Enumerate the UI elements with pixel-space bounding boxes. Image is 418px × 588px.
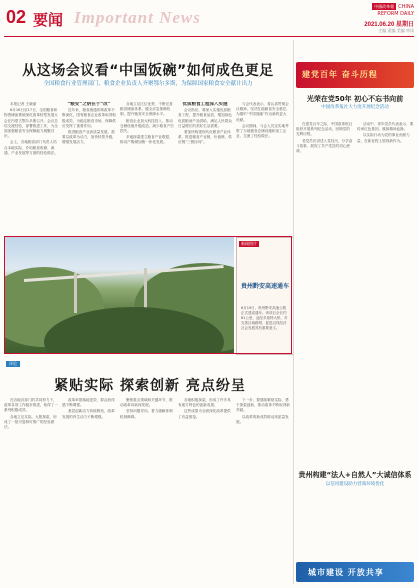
right-column	[296, 40, 414, 584]
paragraph: 多地探索建立粮食产业联盟，推动产购储加销一体化发展。	[120, 135, 173, 145]
section-name: 要闻	[33, 11, 64, 29]
paragraph: 改革举措落地见效，群众获得感不断增强。	[62, 398, 115, 408]
paragraph: 以实际行动为党的事业贡献力量，在新征程上展现新作为。	[357, 133, 410, 143]
banner-text: 建党百年 奋斗历程	[302, 70, 378, 79]
second-article-label: 评论	[6, 361, 20, 367]
column-divider	[293, 40, 294, 584]
paragraph: 与会代表表示，将认真贯彻会议精神，坚决扛稳粮食安全重任，为端牢“中国饭碗”作出新的更大贡献。	[236, 102, 290, 122]
masthead	[356, 3, 414, 18]
paragraph: 下一步，要继续紧贴实际，勇于探索创新，推动改革不断取得新突破。	[236, 398, 290, 413]
issue-date: 2021.06.20 星期日	[364, 22, 414, 28]
paragraph: 各地立足实际，大胆探索，形成了一批可复制可推广的经验做法。	[4, 414, 57, 430]
photo-tag: 新闻图片	[241, 241, 257, 246]
paragraph: 6月16日至17日，全国粮食和物资储备系统深化改革转型发展大会在内蒙古鄂尔多斯召开。会议总结交流经验，部署推进工作，为全面加强粮食安全保障能力凝聚共识。	[4, 108, 58, 139]
paragraph: 在各地各部门的共同努力下，改革各项工作稳步推进，取得了一系列积极成效。	[4, 398, 58, 413]
right-subhead: 中国改革报社大力度开展纪念活动	[321, 105, 389, 110]
paragraph: 各地积极探索，形成了许多具有地方特色的创新成果。	[178, 398, 231, 408]
paragraph: 这些成果为全面深化改革提供了有益借鉴。	[178, 409, 231, 419]
right-headline: 光荣在党50年 初心不忘书向前	[306, 95, 404, 103]
paragraph: 在建党百年之际，中国改革报社组织开展系列纪念活动，回顾党的光辉历程。	[296, 122, 353, 137]
paragraph: 会议指出，要深入实施优质粮食工程，提升粮食品质，增加绿色优质粮油产品供给，满足人民群众日益增长的美好生活需要。	[178, 108, 232, 128]
main-subhead: 全国粮食行业管理部门、粮食企业负责人齐聚鄂尔多斯，为保障国家粮食安全献计出力	[43, 81, 253, 87]
page-header	[0, 0, 418, 40]
second-headline: 紧贴实际 探索创新 亮点纷呈	[54, 378, 246, 394]
paragraph: 以改革的新成效推动高质量发展。	[236, 414, 289, 424]
paragraph: 要加快构建现代化粮食产业体系，推进粮食产业链、价值链、供应链“三链协同”。	[178, 130, 232, 145]
paragraph: 推进粮食产业高质量发展，需要以改革为动力，加快转型升级，增强发展活力。	[62, 130, 116, 145]
photo-caption-box	[236, 237, 294, 355]
header-rule	[4, 36, 414, 37]
bridge-pylon	[74, 273, 77, 313]
paragraph: 近年来，粮食流通体制改革不断深化，国有粮食企业改革取得积极成效，为稳定粮食市场、保障供应发挥了重要作用。	[62, 108, 116, 128]
section-subheading: 优质粮食工程深入实施	[182, 102, 228, 107]
section-subheading: “粮安”之钥在于“改”	[67, 102, 111, 107]
paragraph: 坚持问题导向，着力破解体制机制障碍。	[120, 409, 173, 419]
right-article-body	[296, 122, 414, 322]
right-subhead-2: 以信用建设助力营商环境优化	[325, 482, 385, 487]
anniversary-banner	[296, 62, 414, 88]
page-number: 02	[6, 7, 27, 27]
byline: 本报记者 王晓丽	[10, 102, 37, 106]
footer-banner	[296, 562, 414, 582]
footer-banner-text: 城市建设 开放共享	[308, 568, 384, 577]
masthead-english: CHINA REFORM DAILY	[377, 4, 414, 17]
article-column	[296, 122, 353, 322]
main-headline: 从这场会议看“中国饭碗”如何成色更足	[22, 63, 274, 79]
article-column	[178, 398, 233, 584]
paragraph: 会上，各地粮食部门负责人结合本地实际，介绍粮食收储、流通、产业发展等方面的经验做法。	[4, 140, 58, 155]
article-column	[120, 398, 175, 584]
masthead-badge: 中國改革報	[374, 4, 395, 9]
article-column	[357, 122, 414, 322]
article-column	[236, 398, 291, 584]
article-column	[4, 398, 59, 584]
paragraph: 活动中，青年党员代表表示，要传承红色基因，赓续精神血脉。	[357, 122, 414, 132]
photo-caption: 6月19日，贵州黔安高速公路正式建成通车。该项目全长约81公里，途经多座特大桥，对完善区域路网、促进沿线经济社会发展具有重要意义。	[241, 306, 288, 330]
editor-line: 主编 责编 美编 审读	[378, 28, 414, 33]
paragraph: 各地立足区位优势，不断完善粮食储备体系，健全应急保障机制，提升粮食安全保障水平。	[120, 102, 173, 117]
paragraph: 老党员们讲述入党经历，分享奋斗故事，展现了共产党员的初心使命。	[296, 138, 353, 154]
second-article-body	[4, 398, 292, 584]
right-headline-2: 贵州构建“法人+自然人”大诚信体系	[298, 471, 412, 479]
paragraph: 粮食企业加大科技投入，推动仓储设施升级改造，减少粮食产后损失。	[120, 118, 174, 134]
article-column	[62, 398, 117, 584]
bridge-photo	[4, 237, 234, 353]
photo-title: 贵州黔安高速通车	[241, 283, 290, 290]
section-english: Important News	[74, 8, 201, 27]
paragraph: 聚焦重点领域和关键环节，推动改革向纵深发展。	[120, 398, 173, 408]
paragraph: 会议期间，与会人员还实地考察了当地粮食仓储设施和加工企业，交流了经验做法。	[236, 123, 289, 139]
paragraph: 基层创新活力持续释放，改革发展的内生动力不断增强。	[62, 409, 115, 419]
